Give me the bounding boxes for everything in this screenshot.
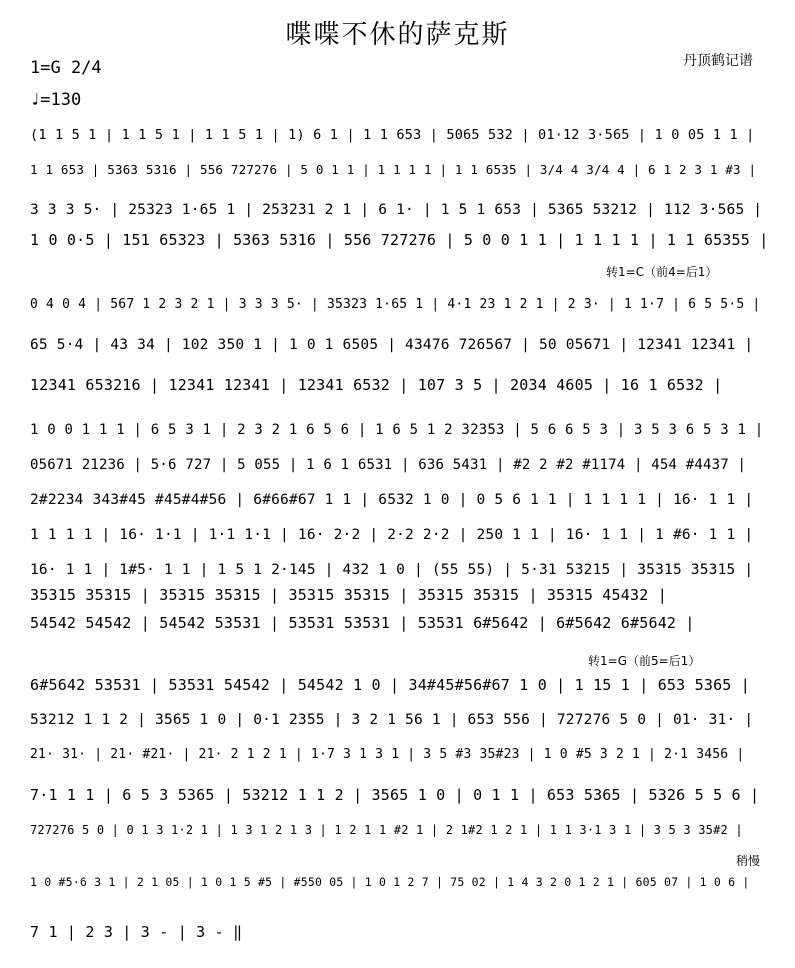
transcriber-credit: 丹顶鹤记谱 [683, 53, 753, 69]
score-line-5: 0 4 0 4 | 567 1 2 3 2 1 | 3 3 3 5· | 35323 1·65 1 | 4·1 23 1 2 1 | 2 3· | 1 1·7 | 6 5 5·5 | [30, 297, 761, 312]
score-line-2: 1 1 653 | 5363 5316 | 556 727276 | 5 0 1 1 | 1 1 1 1 | 1 1 6535 | 3/4 4 3/4 4 | 6 1 2 3 1 #3 | [30, 162, 757, 177]
score-line-13: 35315 35315 | 35315 35315 | 35315 35315 | 35315 35315 | 35315 45432 | [30, 586, 667, 604]
modulation-to-c-note: 转1=C（前4=后1） [606, 265, 718, 279]
score-line-8: 1 0 0 1 1 1 | 6 5 3 1 | 2 3 2 1 6 5 6 | 1 6 5 1 2 32353 | 5 6 6 5 3 | 3 5 3 6 5 3 1 | [30, 422, 764, 438]
score-line-19: 727276 5 0 | 0 1 3 1·2 1 | 1 3 1 2 1 3 | 1 2 1 1 #2 1 | 2 1#2 1 2 1 | 1 1 3·1 3 1 | 3 5 3 35#2 | [30, 823, 743, 837]
score-line-3: 3 3 3 5· | 25323 1·65 1 | 253231 2 1 | 6 1· | 1 5 1 653 | 5365 53212 | 112 3·565 | [30, 202, 763, 218]
score-line-4: 1 0 0·5 | 151 65323 | 5363 5316 | 556 727276 | 5 0 0 1 1 | 1 1 1 1 | 1 1 65355 | [30, 231, 769, 249]
score-line-10: 2#2234 343#45 #45#4#56 | 6#66#67 1 1 | 6532 1 0 | 0 5 6 1 1 | 1 1 1 1 | 16· 1 1 | [30, 492, 754, 508]
score-line-18: 7·1 1 1 | 6 5 3 5365 | 53212 1 1 2 | 3565 1 0 | 0 1 1 | 653 5365 | 5326 5 5 6 | [30, 786, 760, 804]
tempo-slower-note: 稍慢 [736, 854, 761, 868]
score-line-14: 54542 54542 | 54542 53531 | 53531 53531 | 53531 6#5642 | 6#5642 6#5642 | [30, 614, 695, 632]
score-line-15: 6#5642 53531 | 53531 54542 | 54542 1 0 | 34#45#56#67 1 0 | 1 15 1 | 653 5365 | [30, 676, 750, 694]
score-line-21: 7 1 | 2 3 | 3 - | 3 - ‖ [30, 923, 243, 941]
score-line-11: 1 1 1 1 | 16· 1·1 | 1·1 1·1 | 16· 2·2 | 2·2 2·2 | 250 1 1 | 16· 1 1 | 1 #6· 1 1 | [30, 527, 754, 543]
tempo-marking: ♩=130 [30, 90, 82, 110]
score-line-12: 16· 1 1 | 1#5· 1 1 | 1 5 1 2·145 | 432 1 0 | (55 55) | 5·31 53215 | 35315 35315 | [30, 562, 754, 578]
score-line-9: 05671 21236 | 5·6 727 | 5 055 | 1 6 1 6531 | 636 5431 | #2 2 #2 #1174 | 454 #4437 | [30, 457, 747, 473]
key-signature: 1=G 2/4 [30, 58, 102, 78]
score-line-17: 21· 31· | 21· #21· | 21· 2 1 2 1 | 1·7 3 1 3 1 | 3 5 #3 35#23 | 1 0 #5 3 2 1 | 2·1 3456 | [30, 747, 745, 762]
score-line-1: (1 1 5 1 | 1 1 5 1 | 1 1 5 1 | 1) 6 1 | 1 1 653 | 5065 532 | 01·12 3·565 | 1 0 05 1 1 | [30, 127, 755, 143]
score-line-6: 65 5·4 | 43 34 | 102 350 1 | 1 0 1 6505 | 43476 726567 | 50 05671 | 12341 12341 | [30, 337, 754, 353]
score-line-20: 1 0 #5·6 3 1 | 2 1 05 | 1 0 1 5 #5 | #550 05 | 1 0 1 2 7 | 75 02 | 1 4 3 2 0 1 2 1 | 605 07 | 1 0 6 | [30, 875, 750, 889]
score-line-7: 12341 653216 | 12341 12341 | 12341 6532 | 107 3 5 | 2034 4605 | 16 1 6532 | [30, 376, 723, 394]
modulation-to-g-note: 转1=G（前5=后1） [588, 654, 701, 668]
page-title: 喋喋不休的萨克斯 [285, 20, 510, 50]
score-line-16: 53212 1 1 2 | 3565 1 0 | 0·1 2355 | 3 2 1 56 1 | 653 556 | 727276 5 0 | 01· 31· | [30, 712, 754, 728]
